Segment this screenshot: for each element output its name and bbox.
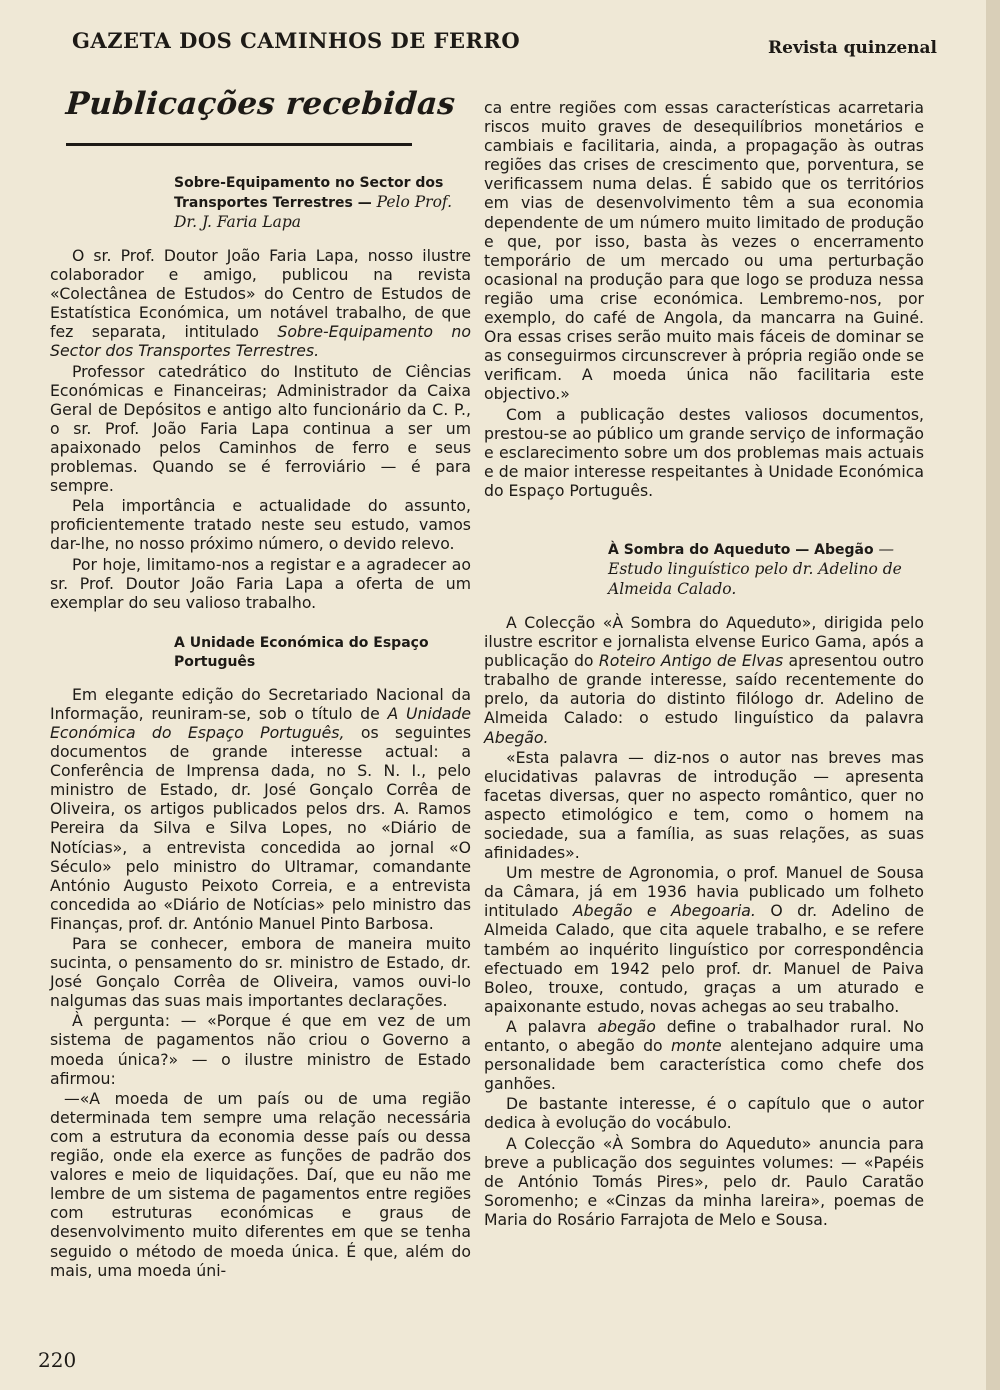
article3-paragraph [484,1017,924,1093]
publication-subtitle: Revista quinzenal [768,38,938,58]
article1-paragraph [50,246,471,361]
article2-quote: —«A moeda de um país ou de uma região determinada tem sempre uma relação necessária com a estrutura da economia desse país ou dessa região, onde ela exerce as funções de padrão dos valores e meio de liquidações. Daí, que eu não me lembre de um sistema de pagamentos entre regiões com estruturas económicas e graus de desenvolvimento muito diferentes em que se tenha seguido o método de moeda única. É que, além do mais, uma moeda úni- [50,1088,471,1280]
article1-paragraph: Por hoje, limitamo-nos a registar e a agradecer ao sr. Prof. Doutor João Faria Lapa a oferta de um exemplar do seu valioso trabalho. [50,554,471,612]
page-edge [986,0,1000,1390]
article1-title: Sobre-Equipamento no Sector dos Transportes Terrestres — [174,175,444,211]
title-underline [66,143,412,146]
article2-quote-continued: ca entre regiões com essas características acarretaria riscos muito graves de desequilíbrios monetários e cambiais e facilitaria, ainda, a propagação às outras regiões das crises de crescimento que, porventura, se verificassem numa delas. É sabido que os territórios em vias de desenvolvimento têm a sua economia dependente de um número muito limitado de produção e que, por isso, basta às vezes o encerramento temporário de um mercado ou uma perturbação ocasional na produção para que logo se produza nessa região uma crise económica. Lembremo-nos, por exemplo, do café de Angola, da mancarra na Guiné. Ora essas crises serão muito mais fáceis de dominar se as conseguirmos circunscrever à própria região onde se verificam. A moeda única não facilitaria este objectivo.» [484,98,924,404]
article3-title: À Sombra do Aqueduto — Abegão [608,541,874,558]
word: Abegão. [484,727,549,747]
publication-title: Abegão e Abegoaria. [572,901,756,921]
right-column [484,98,924,1229]
article3-paragraph: De bastante interesse, é o capítulo que o autor dedica à evolução do vocábulo. [484,1094,924,1133]
article2-paragraph: Com a publicação destes valiosos documentos, prestou-se ao público um grande serviço de informação e esclarecimento sobre um dos problemas mais actuais e de maior interesse respeitantes à Unidade Económica do Espaço Português. [484,404,924,500]
text: Um mestre de Agronomia, o prof. Manuel de Sousa da Câmara, já em 1936 havia publicado um folheto intitulado [484,863,924,921]
text: A palavra [506,1016,587,1036]
publication-title: Roteiro Antigo de Elvas [598,651,784,671]
publication-title: Sobre-Equipamento no Sector dos Transportes Terrestres. [50,322,471,361]
article1-byline: Pelo Prof. Dr. J. Faria Lapa [174,193,453,231]
article1-heading [50,174,471,233]
word: abegão [597,1016,656,1036]
article2-paragraph [50,685,471,933]
article3-paragraph: «Esta palavra — diz-nos o autor nas breves mas elucidativas palavras de introdução — apresenta facetas diversas, quer no aspecto romântico, quer no aspecto etimológico e tem, como o homem na sociedade, sua a família, as suas relações, as suas afinidades». [484,747,924,863]
article2-paragraph: Para se conhecer, embora de maneira muito sucinta, o pensamento do sr. ministro de Estado, dr. José Gonçalo Corrêa de Oliveira, vamos ouvi-lo nalgumas das suas mais importantes declarações. [50,934,471,1011]
article1-paragraph: Pela importância e actualidade do assunto, proficientemente tratado neste seu estudo, vamos dar-lhe, no nosso próximo número, o devido relevo. [50,496,471,554]
text: Em elegante edição do Secretariado Nacional da Informação, reuniram-se, sob o título de [50,684,471,723]
text: A Colecção «À Sombra do Aqueduto», dirigida pelo ilustre escritor e jornalista elvense Eurico Gama, após a publicação do [484,612,924,671]
article1-paragraph: Professor catedrático do Instituto de Ciências Económicas e Financeiras; Administrador da Caixa Geral de Depósitos e antigo alto funcionário da C. P., o sr. Prof. João Faria Lapa continua a ser um apaixonado pelos Caminhos de ferro e seus problemas. Quando se é ferroviário — é para sempre. [50,361,471,496]
publication-name: GAZETA DOS CAMINHOS DE FERRO [72,28,521,53]
article2-title: A Unidade Económica do Espaço Português [174,634,429,670]
article2-paragraph: À pergunta: — «Porque é que em vez de um sistema de pagamentos não criou o Governo a moeda única?» — o ilustre ministro de Estado afirmou: [50,1011,471,1088]
text: os seguintes documentos de grande interesse actual: a Conferência de Imprensa dada, no S. N. I., pelo ministro de Estado, dr. José Gonçalo Corrêa de Oliveira, os artigos publicados pelos drs. A. Ramos Pereira da Silva e Silva Lopes, no «Diário de Notícias», a entrevista concedida ao jornal «O Século» pelo ministro do Ultramar, comandante António Augusto Peixoto Correia, e a entrevista concedida ao «Diário de Notícias» pelo ministro das Finanças, prof. dr. António Manuel Pinto Barbosa. [50,722,471,933]
article3-heading [484,540,924,600]
article2-heading [50,634,471,672]
section-title: Publicações recebidas [64,86,457,122]
article3-paragraph: A Colecção «À Sombra do Aqueduto» anuncia para breve a publicação dos seguintes volumes: — «Papéis de António Tomás Pires», pelo dr. Paulo Caratão Soromenho; e «Cinzas da minha lareira», poemas de Maria do Rosário Farrajota de Melo e Sousa. [484,1133,924,1229]
left-column [50,174,471,1280]
word: monte [671,1036,722,1056]
text: apresentou outro trabalho de grande interesse, saído recentemente do prelo, da autoria do distinto filólogo dr. Adelino de Almeida Calado: o estudo linguístico da palavra [484,651,924,728]
publication-title: A Unidade Económica do Espaço Português, [50,703,471,742]
article3-paragraph [484,613,924,747]
text: O sr. Prof. Doutor João Faria Lapa, nosso ilustre colaborador e amigo, publicou na revista «Colectânea de Estudos» do Centro de Estudos de Estatística Económica, um notável trabalho, de que fez separata, intitulado [50,246,471,342]
text: define o trabalhador rural. No entanto, o abegão do [484,1016,924,1056]
article3-byline: — Estudo linguístico pelo dr. Adelino de Almeida Calado. [608,539,902,598]
page-number: 220 [38,1348,77,1372]
text: O dr. Adelino de Almeida Calado, que cita aquele trabalho, e se refere também ao inquérito linguístico por correspondência efectuado em 1942 pelo prof. dr. Manuel de Paiva Boleo, trouxe, contudo, graças a um aturado e apaixonante estudo, novas achegas ao seu trabalho. [484,901,924,1016]
text: alentejano adquire uma personalidade bem característica como chefe dos ganhões. [484,1036,924,1094]
article3-paragraph [484,863,924,1016]
